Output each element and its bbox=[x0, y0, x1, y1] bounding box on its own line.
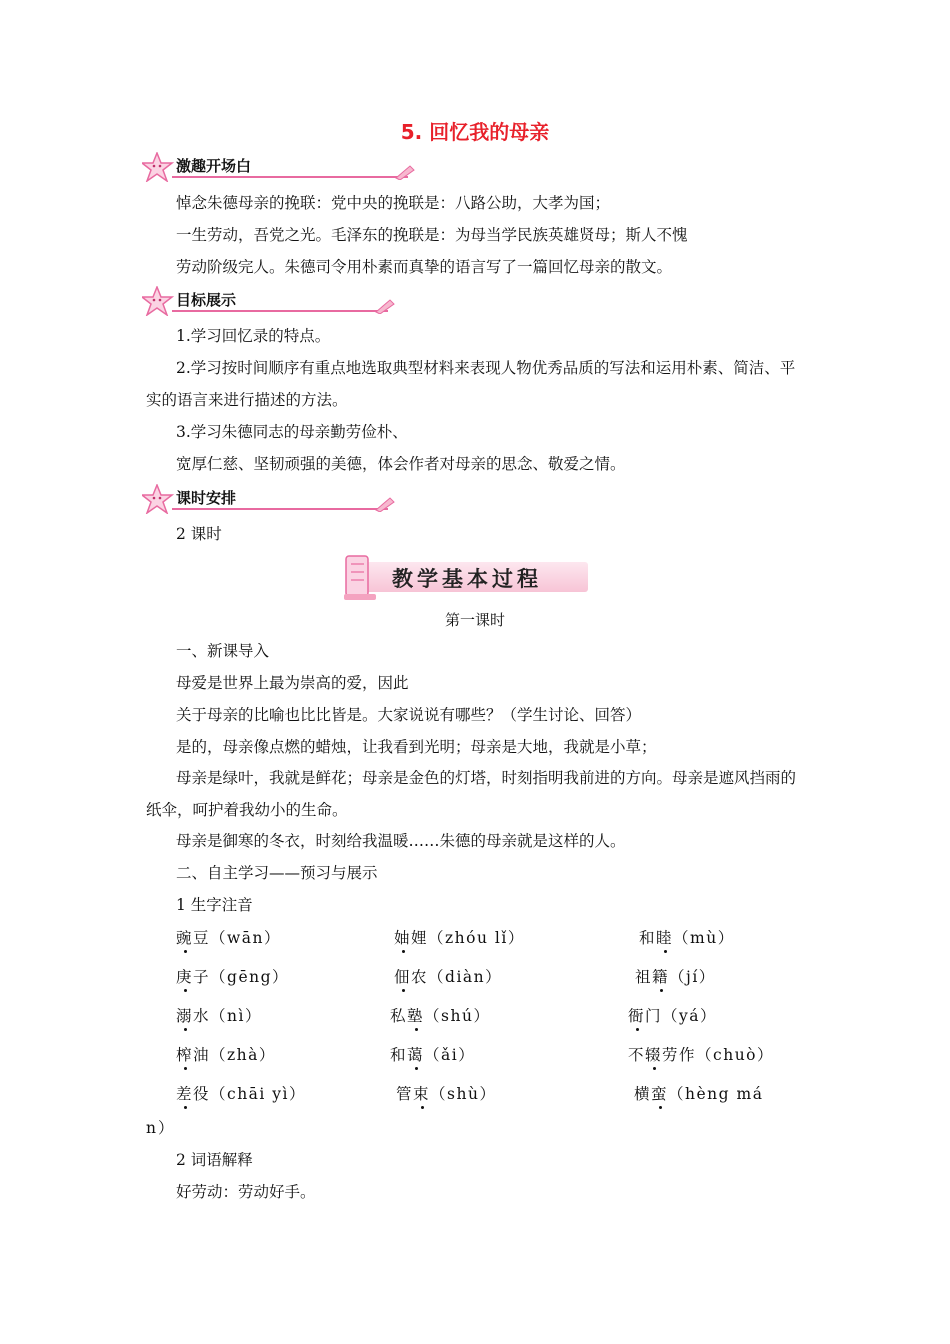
star-icon bbox=[142, 286, 176, 316]
pinyin-item: 管束（shù） bbox=[396, 1085, 497, 1103]
intro-line-2: 一生劳动，吾党之光。毛泽东的挽联是：为母当学民族英雄贤母；斯人不愧 bbox=[176, 226, 688, 244]
section-header-goals bbox=[142, 286, 282, 314]
books-icon bbox=[342, 548, 392, 606]
process-banner bbox=[342, 548, 592, 606]
pinyin-item: 私塾（shú） bbox=[390, 1007, 491, 1025]
pen-icon bbox=[374, 298, 396, 314]
lesson-one-heading: 第一课时 bbox=[444, 611, 505, 629]
goal-2: 2.学习按时间顺序有重点地选取典型材料来表现人物优秀品质的写法和运用朴素、简洁、平实的语言来进行描述的方法。 bbox=[146, 359, 796, 409]
goal-4: 宽厚仁慈、坚韧顽强的美德，体会作者对母亲的思念、敬爱之情。 bbox=[176, 455, 626, 473]
pinyin-row bbox=[176, 1082, 796, 1106]
intro-line-3: 劳动阶级完人。朱德司令用朴素而真挚的语言写了一篇回忆母亲的散文。 bbox=[176, 258, 673, 276]
goal-3: 3.学习朱德同志的母亲勤劳俭朴、 bbox=[176, 423, 408, 441]
section-header-intro bbox=[142, 152, 282, 180]
section-underline bbox=[172, 176, 408, 178]
part1-line-3: 是的，母亲像点燃的蜡烛，让我看到光明；母亲是大地，我就是小草； bbox=[176, 738, 657, 756]
pinyin-item: 榨油（zhà） bbox=[176, 1046, 276, 1064]
part1-line-1: 母爱是世界上最为崇高的爱，因此 bbox=[176, 674, 409, 692]
part1-heading: 一、新课导入 bbox=[176, 642, 270, 660]
pinyin-item: 祖籍（jí） bbox=[635, 968, 716, 986]
pinyin-item: 差役（chāi yì） bbox=[176, 1085, 307, 1103]
banner-text: 教学基本过程 bbox=[392, 567, 542, 591]
pinyin-item: 衙门（yá） bbox=[628, 1007, 718, 1025]
pinyin-item: 横蛮（hèng má bbox=[634, 1085, 764, 1103]
star-icon bbox=[142, 152, 176, 182]
section-label: 激趣开场白 bbox=[176, 157, 252, 175]
section-label: 目标展示 bbox=[176, 291, 237, 309]
vocab-line: 好劳动：劳动好手。 bbox=[176, 1183, 316, 1201]
section-header-schedule bbox=[142, 484, 282, 512]
part2-heading: 二、自主学习——预习与展示 bbox=[176, 864, 378, 882]
pen-icon bbox=[394, 164, 416, 180]
pinyin-row bbox=[176, 926, 796, 950]
part1-line-2: 关于母亲的比喻也比比皆是。大家说说有哪些？（学生讨论、回答） bbox=[176, 706, 642, 724]
pinyin-row bbox=[176, 965, 796, 989]
goal-1: 1.学习回忆录的特点。 bbox=[176, 327, 331, 345]
pinyin-row bbox=[176, 1043, 796, 1067]
section-underline bbox=[172, 310, 388, 312]
pinyin-item: 妯娌（zhóu lǐ） bbox=[394, 929, 525, 947]
star-icon bbox=[142, 484, 176, 514]
pinyin-item: 和蔼（ǎi） bbox=[390, 1046, 476, 1064]
part1-line-5: 母亲是御寒的冬衣，时刻给我温暖……朱德的母亲就是这样的人。 bbox=[176, 832, 626, 850]
pinyin-row bbox=[176, 1004, 796, 1028]
section-label: 课时安排 bbox=[176, 489, 237, 507]
vocab-heading: 2 词语解释 bbox=[176, 1151, 253, 1169]
pinyin-tail: n） bbox=[146, 1119, 176, 1137]
schedule-text: 2 课时 bbox=[176, 525, 222, 543]
pinyin-item: 不辍劳作（chuò） bbox=[628, 1046, 775, 1064]
pinyin-item: 庚子（gēng） bbox=[176, 968, 290, 986]
pinyin-item: 豌豆（wān） bbox=[176, 929, 282, 947]
intro-line-1: 悼念朱德母亲的挽联：党中央的挽联是：八路公助，大孝为国； bbox=[176, 194, 611, 212]
pinyin-item: 佃农（diàn） bbox=[394, 968, 503, 986]
part1-line-4: 母亲是绿叶，我就是鲜花；母亲是金色的灯塔，时刻指明我前进的方向。母亲是遮风挡雨的纸伞，呵护着我幼小的生命。 bbox=[146, 769, 797, 819]
pen-icon bbox=[374, 496, 396, 512]
pinyin-item: 溺水（nì） bbox=[176, 1007, 262, 1025]
page-title: 5. 回忆我的母亲 bbox=[400, 120, 550, 144]
pinyin-item: 和睦（mù） bbox=[639, 929, 735, 947]
section-underline bbox=[172, 508, 388, 510]
pinyin-heading: 1 生字注音 bbox=[176, 896, 253, 914]
